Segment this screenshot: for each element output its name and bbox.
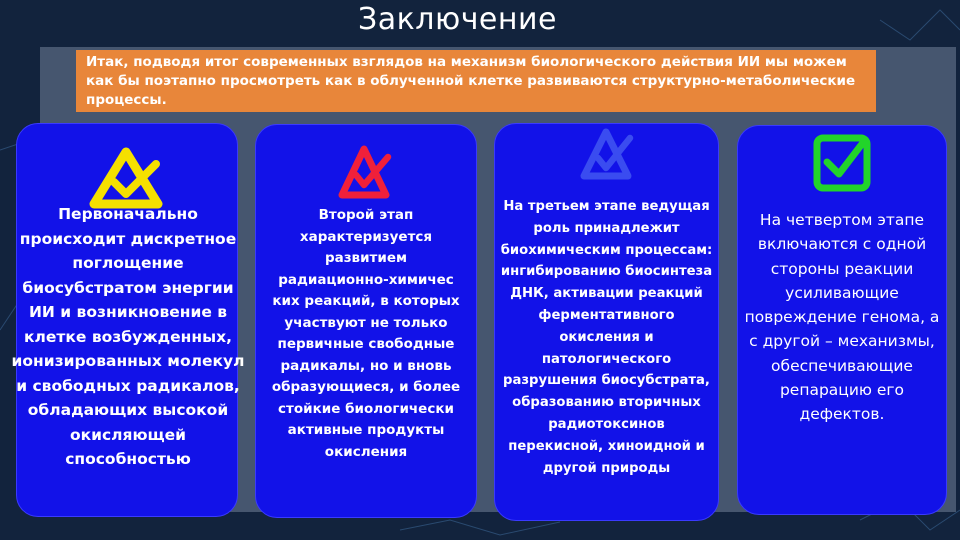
stage-3-text: На третьем этапе ведущая роль принадлежит биохимическим процессам: ингибированию биосинтеза ДНК, активации реакций ферментативного окисления и патологического разрушения биосубстрата, образованию вторичных радиотоксинов перекисной, хиноидной и другой природы bbox=[500, 199, 713, 476]
stage-card-2 bbox=[255, 124, 477, 518]
intro-box: Итак, подводя итог современных взглядов на механизм биологического действия ИИ мы можем как бы поэтапно просмотреть как в облученной клетке развиваются структурно‑метаболические процессы. bbox=[76, 50, 876, 112]
blue-triangle-check-icon bbox=[572, 124, 642, 192]
slide-title: Заключение bbox=[358, 2, 557, 37]
stage-card-4 bbox=[737, 125, 947, 515]
stage-card-1 bbox=[11, 123, 245, 517]
red-triangle-check-icon bbox=[334, 139, 398, 207]
stage-4-text: На четвертом этапе включаются с одной стороны реакции усиливающие повреждение генома, а с другой – механизмы, обеспечивающие репарацию его дефектов. bbox=[744, 211, 940, 424]
stage-card-3 bbox=[494, 123, 719, 521]
stage-2-text: Второй этап характеризуется развитием радиационно‑химичес ких реакций, в которых участвуют не только первичные свободные радикалы, но и вновь образующиеся, и более стойкие биологически активные продукты окисления bbox=[271, 207, 461, 460]
green-square-check-icon bbox=[809, 130, 875, 200]
stage-1-text: Первоначально происходит дискретное поглощение биосубстратом энергии ИИ и возникновение в клетке возбужденных, ионизированных молекул и свободных радикалов, обладающих высокой окисляющей способностью bbox=[11, 205, 245, 468]
